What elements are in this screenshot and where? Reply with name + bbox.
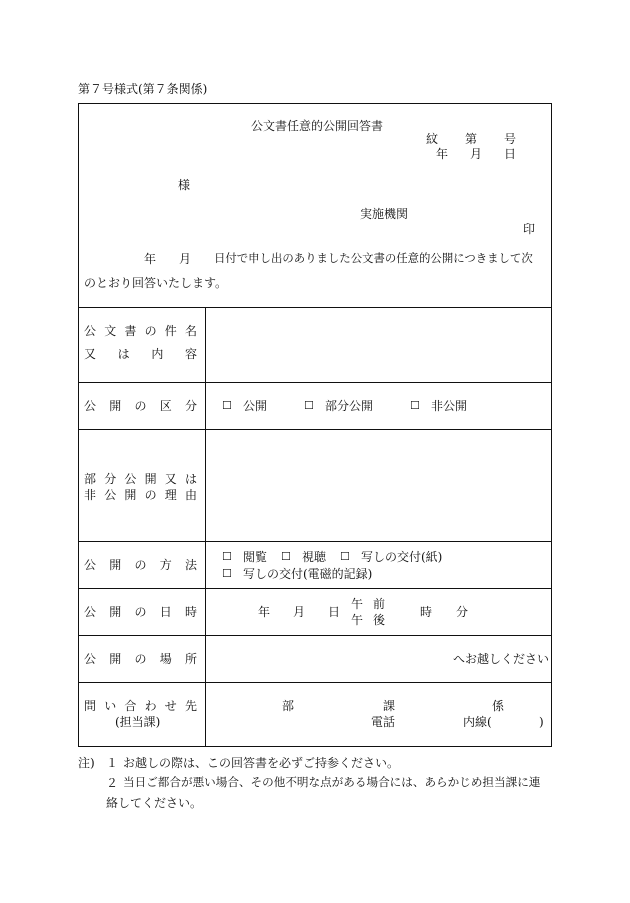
row-divider (78, 588, 552, 589)
checkbox-electronic-copy[interactable]: ☐ (222, 567, 232, 580)
row-divider (78, 635, 552, 636)
checkbox-nonpublic[interactable]: ☐ (410, 399, 420, 412)
row-divider (78, 682, 552, 683)
date-day: 日 (503, 147, 516, 161)
datetime-hour: 時 (420, 605, 433, 619)
option-nonpublic: 非公開 (431, 399, 468, 413)
document-date (436, 148, 516, 160)
row-divider (78, 307, 552, 308)
contact-section: 課 (383, 699, 396, 713)
notes-marker: 注) (78, 756, 95, 770)
label-column-divider (205, 307, 206, 746)
body-text-line1: 日付で申し出のありました公文書の任意的公開につきまして次 (214, 251, 533, 265)
label-contact-sub: (担当課) (115, 715, 161, 729)
body-text-line2: のとおり回答いたします。 (84, 276, 228, 290)
contact-unit: 係 (492, 699, 505, 713)
checkbox-listen[interactable]: ☐ (281, 550, 291, 563)
date-month: 月 (469, 147, 482, 161)
label-datetime: 公 開 の 日 時 (84, 605, 197, 619)
label-disclosure-type: 公 開 の 区 分 (84, 399, 197, 413)
label-document-content: 又 は 内 容 (84, 347, 197, 361)
option-electronic-copy: 写しの交付(電磁的記録) (243, 567, 373, 581)
document-number (426, 133, 516, 145)
doc-number-dai: 第 (464, 132, 477, 146)
contact-close-paren: ) (539, 715, 544, 729)
option-view: 閲覧 (243, 550, 268, 564)
label-nonpublic-reason: 非 公 開 の 理 由 (84, 488, 197, 502)
checkbox-partial[interactable]: ☐ (304, 399, 314, 412)
label-document-name: 公 文 書 の 件 名 (84, 324, 197, 338)
agency-label: 実施機関 (360, 207, 409, 221)
datetime-am: 午 前 (351, 597, 385, 611)
datetime-day: 日 (328, 605, 341, 619)
note-1-number: １ (106, 756, 119, 770)
seal-mark: 印 (523, 222, 536, 236)
addressee-suffix: 様 (178, 178, 191, 192)
datetime-month: 月 (293, 605, 306, 619)
note-2-number: ２ (106, 776, 119, 790)
place-value: へお越しください (453, 652, 550, 666)
label-method: 公 開 の 方 法 (84, 558, 197, 572)
row-divider (78, 541, 552, 542)
row-divider (78, 429, 552, 430)
label-place: 公 開 の 場 所 (84, 652, 197, 666)
label-partial-reason: 部 分 公 開 又 は (84, 472, 197, 486)
datetime-year: 年 (258, 605, 271, 619)
option-partial: 部分公開 (325, 399, 374, 413)
label-contact: 問 い 合 わ せ 先 (84, 699, 197, 713)
body-month: 月 (179, 252, 192, 266)
document-title: 公文書任意的公開回答書 (251, 119, 384, 133)
contact-dept: 部 (282, 699, 295, 713)
checkbox-public[interactable]: ☐ (222, 399, 232, 412)
doc-number-prefix: 紋 (426, 132, 439, 146)
doc-number-go: 号 (503, 132, 516, 146)
contact-phone-label: 電話 (371, 715, 396, 729)
note-1-text: お越しの際は、この回答書を必ずご持参ください。 (123, 756, 400, 770)
checkbox-view[interactable]: ☐ (222, 550, 232, 563)
note-2-text: 当日ご都合が悪い場合、その他不明な点がある場合には、あらかじめ担当課に連 (123, 775, 541, 789)
date-year: 年 (436, 147, 449, 161)
checkbox-paper-copy[interactable]: ☐ (340, 550, 350, 563)
option-paper-copy: 写しの交付(紙) (361, 550, 443, 564)
datetime-pm: 午 後 (351, 613, 385, 627)
contact-extension: 内線( (463, 715, 492, 729)
row-divider (78, 382, 552, 383)
body-year: 年 (144, 252, 157, 266)
form-caption: 第７号様式(第７条関係) (78, 82, 208, 96)
form-frame (78, 103, 552, 747)
note-2-text-continued: 絡してください。 (106, 796, 203, 810)
option-public: 公開 (243, 399, 268, 413)
datetime-minute: 分 (456, 605, 469, 619)
option-listen: 視聴 (302, 550, 327, 564)
